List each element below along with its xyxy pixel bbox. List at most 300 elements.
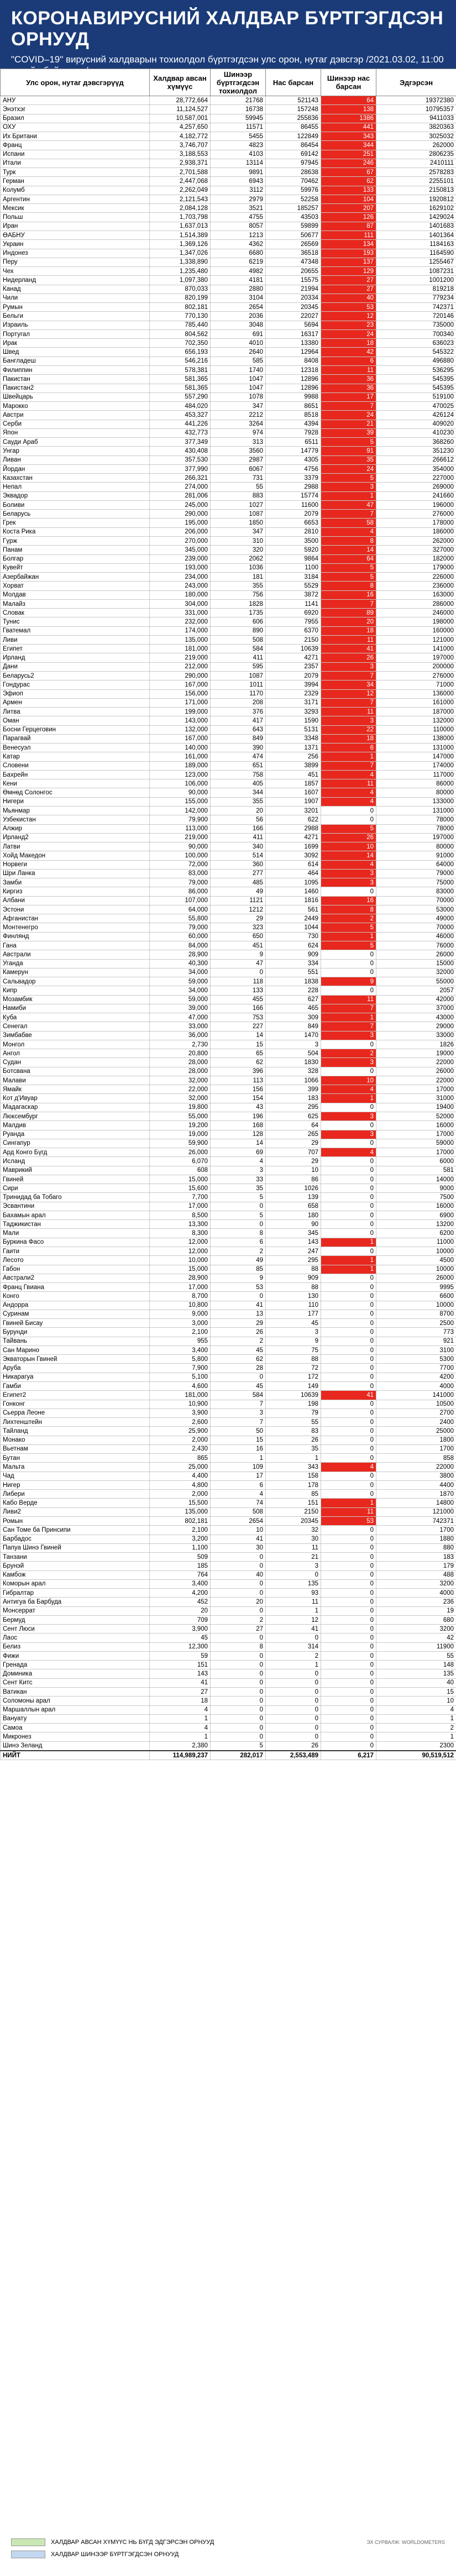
new-deaths: 36 [321, 375, 376, 384]
country-name: Дани [1, 662, 150, 671]
country-name: Индонез [1, 249, 150, 258]
table-row [1, 590, 456, 599]
new-deaths: 0 [321, 1741, 376, 1751]
new-cases: 15 [211, 1040, 266, 1049]
legend-swatch-green [11, 2538, 45, 2546]
col-header-deaths: Нас барсан [266, 69, 321, 96]
deaths: 135 [266, 1579, 321, 1588]
cases: 72,000 [150, 860, 211, 869]
table-body [1, 96, 456, 1751]
table-row [1, 411, 456, 420]
table-row [1, 464, 456, 473]
country-name: Испани [1, 150, 150, 159]
new-deaths: 0 [321, 1364, 376, 1373]
new-cases: 1 [211, 1454, 266, 1463]
table-row [1, 1085, 456, 1094]
new-deaths: 0 [321, 1355, 376, 1364]
deaths: 2810 [266, 527, 321, 536]
deaths: 11 [266, 1543, 321, 1552]
new-deaths: 0 [321, 1526, 376, 1535]
new-cases: 5 [211, 1193, 266, 1202]
recovered: 121000 [376, 635, 456, 644]
deaths: 1607 [266, 788, 321, 797]
country-name: Гондурас [1, 680, 150, 689]
new-cases: 411 [211, 653, 266, 662]
new-cases: 128 [211, 1130, 266, 1139]
deaths: 158 [266, 1472, 321, 1480]
recovered: 269000 [376, 483, 456, 491]
table-row [1, 537, 456, 546]
table-row [1, 573, 456, 582]
table-row [1, 1570, 456, 1579]
cases: 4,800 [150, 1480, 211, 1489]
new-deaths: 0 [321, 1490, 376, 1499]
table-row [1, 1319, 456, 1328]
country-name: Монако [1, 1436, 150, 1444]
table-row [1, 375, 456, 384]
recovered: 22000 [376, 1076, 456, 1085]
recovered: 37000 [376, 1004, 456, 1013]
cases: 59,000 [150, 995, 211, 1004]
table-row [1, 1013, 456, 1022]
new-deaths: 0 [321, 1714, 376, 1723]
new-deaths: 3 [321, 1031, 376, 1040]
new-deaths: 0 [321, 1480, 376, 1489]
table-row [1, 1688, 456, 1697]
cases: 608 [150, 1166, 211, 1175]
deaths: 2 [266, 1651, 321, 1660]
cases: 143,000 [150, 716, 211, 725]
deaths: 1 [266, 1454, 321, 1463]
new-deaths: 1386 [321, 114, 376, 123]
country-name: Монтенегро [1, 923, 150, 932]
new-deaths: 0 [321, 1418, 376, 1427]
recovered: 79000 [376, 869, 456, 878]
deaths: 6370 [266, 626, 321, 635]
new-cases: 41 [211, 1535, 266, 1543]
recovered: 773 [376, 1328, 456, 1337]
country-name: Суринам [1, 1310, 150, 1318]
country-name: Бермуд [1, 1615, 150, 1624]
new-cases: 8 [211, 1229, 266, 1238]
deaths: 15575 [266, 276, 321, 285]
table-row [1, 797, 456, 806]
cases: 11,124,527 [150, 105, 211, 114]
table-row [1, 860, 456, 869]
cases: 28,000 [150, 1067, 211, 1076]
new-deaths: 0 [321, 1705, 376, 1714]
country-name: Сан Марино [1, 1345, 150, 1354]
new-cases: 1170 [211, 689, 266, 698]
table-row [1, 1301, 456, 1310]
country-name: Кабо Верде [1, 1499, 150, 1507]
cases: 219,000 [150, 653, 211, 662]
recovered: 921 [376, 1337, 456, 1345]
cases: 2,701,588 [150, 168, 211, 177]
cases: 4,182,772 [150, 132, 211, 141]
country-name: Хорват [1, 582, 150, 590]
recovered: 16000 [376, 1202, 456, 1211]
country-name: АНУ [1, 96, 150, 105]
table-row [1, 141, 456, 150]
table-row [1, 1454, 456, 1463]
new-deaths: 137 [321, 258, 376, 266]
cases: 2,430 [150, 1444, 211, 1453]
cases: 3,900 [150, 1409, 211, 1417]
country-name: Таджикистан [1, 1220, 150, 1229]
recovered: 179 [376, 1562, 456, 1570]
deaths: 1470 [266, 1031, 321, 1040]
new-cases: 13114 [211, 159, 266, 167]
table-row [1, 186, 456, 195]
new-deaths: 1 [321, 1256, 376, 1265]
cases: 4 [150, 1724, 211, 1732]
recovered: 496880 [376, 357, 456, 365]
new-deaths: 24 [321, 411, 376, 420]
table-row [1, 1444, 456, 1453]
deaths: 35 [266, 1444, 321, 1453]
cases: 345,000 [150, 546, 211, 554]
table-row [1, 1148, 456, 1157]
recovered: 186000 [376, 527, 456, 536]
deaths: 627 [266, 995, 321, 1004]
table-row [1, 159, 456, 167]
country-name: Герман [1, 177, 150, 186]
deaths: 59899 [266, 222, 321, 231]
recovered: 236 [376, 1598, 456, 1606]
deaths: 614 [266, 860, 321, 869]
cases: 2,380 [150, 1741, 211, 1751]
country-name: Пакистан [1, 375, 150, 384]
recovered: 19400 [376, 1103, 456, 1112]
country-name: Андорра [1, 1301, 150, 1310]
deaths: 8408 [266, 357, 321, 365]
cases: 107,000 [150, 896, 211, 905]
deaths: 9 [266, 1337, 321, 1345]
new-cases: 16738 [211, 105, 266, 114]
table-row [1, 896, 456, 905]
new-deaths: 0 [321, 1562, 376, 1570]
table-row [1, 1741, 456, 1751]
table-row [1, 680, 456, 689]
table-row [1, 402, 456, 411]
new-deaths: 441 [321, 123, 376, 132]
deaths: 90 [266, 1220, 321, 1229]
table-row [1, 1427, 456, 1436]
country-name: Гватемал [1, 626, 150, 635]
recovered: 545395 [376, 384, 456, 392]
table-row [1, 1732, 456, 1741]
table-row [1, 752, 456, 761]
table-row [1, 1157, 456, 1166]
country-name: Нигери [1, 797, 150, 806]
recovered: 22000 [376, 1058, 456, 1067]
country-name: Мальта [1, 1463, 150, 1472]
new-deaths: 0 [321, 1579, 376, 1588]
recovered: 3100 [376, 1345, 456, 1354]
cases: 25,900 [150, 1427, 211, 1436]
deaths: 255836 [266, 114, 321, 123]
new-deaths: 17 [321, 392, 376, 401]
table-row [1, 1373, 456, 1381]
country-name: Чад [1, 1472, 150, 1480]
table-row [1, 365, 456, 374]
new-deaths: 0 [321, 1436, 376, 1444]
recovered: 10795357 [376, 105, 456, 114]
cases: 189,000 [150, 761, 211, 770]
table-row [1, 438, 456, 447]
cases: 802,181 [150, 303, 211, 312]
new-deaths: 1 [321, 932, 376, 941]
country-name: Малдив [1, 1121, 150, 1130]
recovered: 2578283 [376, 168, 456, 177]
new-cases: 45 [211, 1345, 266, 1354]
recovered: 4 [376, 1705, 456, 1714]
new-deaths: 0 [321, 1400, 376, 1409]
new-cases: 508 [211, 1507, 266, 1516]
deaths: 143 [266, 1238, 321, 1247]
new-cases: 355 [211, 582, 266, 590]
new-cases: 0 [211, 1651, 266, 1660]
country-name: Непал [1, 483, 150, 491]
table-row [1, 1507, 456, 1516]
deaths: 3500 [266, 537, 321, 546]
table-row [1, 1651, 456, 1660]
new-deaths: 6 [321, 744, 376, 752]
country-name: Франц [1, 141, 150, 150]
new-deaths: 0 [321, 1166, 376, 1175]
recovered: 17000 [376, 1148, 456, 1157]
cases: 28,000 [150, 1058, 211, 1067]
new-deaths: 1 [321, 1094, 376, 1103]
country-name: Малайз [1, 599, 150, 608]
new-cases: 69 [211, 1148, 266, 1157]
deaths: 3 [266, 1562, 321, 1570]
table-row [1, 645, 456, 653]
deaths: 12896 [266, 375, 321, 384]
deaths: 0 [266, 1570, 321, 1579]
cases: 15,000 [150, 1265, 211, 1274]
new-cases: 4181 [211, 276, 266, 285]
recovered: 3820363 [376, 123, 456, 132]
deaths: 2329 [266, 689, 321, 698]
new-deaths: 0 [321, 1202, 376, 1211]
recovered: 78000 [376, 815, 456, 824]
table-row [1, 833, 456, 842]
deaths: 12964 [266, 348, 321, 357]
deaths: 122849 [266, 132, 321, 141]
deaths: 2079 [266, 510, 321, 519]
new-cases: 0 [211, 1633, 266, 1642]
new-deaths: 26 [321, 653, 376, 662]
table-row [1, 1589, 456, 1598]
deaths: 0 [266, 1633, 321, 1642]
new-cases: 508 [211, 635, 266, 644]
country-name: Сальвадор [1, 977, 150, 986]
total-label: НИЙТ [1, 1751, 150, 1760]
new-deaths: 27 [321, 276, 376, 285]
recovered: 16000 [376, 1121, 456, 1130]
new-cases: 3112 [211, 186, 266, 195]
table-row [1, 1049, 456, 1058]
table-row [1, 977, 456, 986]
new-deaths: 0 [321, 1274, 376, 1282]
table-row [1, 824, 456, 833]
new-cases: 62 [211, 1355, 266, 1364]
country-name: Папуа Шинэ Гвиней [1, 1543, 150, 1552]
table-row [1, 1553, 456, 1562]
country-name: Бразил [1, 114, 150, 123]
new-deaths: 64 [321, 96, 376, 105]
recovered: 1001200 [376, 276, 456, 285]
deaths: 1838 [266, 977, 321, 986]
country-name: Франц Гвиана [1, 1283, 150, 1292]
country-name: Либери [1, 1490, 150, 1499]
table-row [1, 842, 456, 851]
country-name: Барбадос [1, 1535, 150, 1543]
new-cases: 691 [211, 329, 266, 338]
table-row [1, 617, 456, 626]
recovered: 133000 [376, 797, 456, 806]
new-cases: 347 [211, 402, 266, 411]
cases: 143 [150, 1669, 211, 1678]
deaths: 20345 [266, 1516, 321, 1525]
cases: 2,938,371 [150, 159, 211, 167]
new-deaths: 35 [321, 455, 376, 464]
new-deaths: 3 [321, 878, 376, 887]
new-cases: 0 [211, 1669, 266, 1678]
new-deaths: 0 [321, 1625, 376, 1633]
recovered: 141000 [376, 645, 456, 653]
table-row [1, 734, 456, 743]
new-cases: 196 [211, 1112, 266, 1121]
country-name: Зимбабве [1, 1031, 150, 1040]
country-name: Бурунди [1, 1328, 150, 1337]
cases: 18 [150, 1697, 211, 1705]
deaths: 658 [266, 1202, 321, 1211]
recovered: 29000 [376, 1022, 456, 1031]
cases: 19,200 [150, 1121, 211, 1130]
new-cases: 2 [211, 1615, 266, 1624]
deaths: 3092 [266, 851, 321, 860]
country-name: Вьетнам [1, 1444, 150, 1453]
recovered: 3800 [376, 1472, 456, 1480]
recovered: 858 [376, 1454, 456, 1463]
recovered: 2057 [376, 986, 456, 995]
cases: 357,530 [150, 455, 211, 464]
table-row [1, 1724, 456, 1732]
recovered: 545322 [376, 348, 456, 357]
total-recovered: 90,519,512 [376, 1751, 456, 1760]
cases: 452 [150, 1598, 211, 1606]
table-row [1, 609, 456, 617]
country-name: Египет [1, 645, 150, 653]
deaths: 198 [266, 1400, 321, 1409]
cases: 453,327 [150, 411, 211, 420]
new-deaths: 0 [321, 1570, 376, 1579]
cases: 19,800 [150, 1103, 211, 1112]
cases: 1,369,126 [150, 240, 211, 249]
new-deaths: 0 [321, 959, 376, 968]
new-deaths: 18 [321, 626, 376, 635]
country-name: Хойд Македон [1, 851, 150, 860]
new-deaths: 3 [321, 869, 376, 878]
cases: 135,000 [150, 635, 211, 644]
table-row [1, 231, 456, 239]
table-row [1, 932, 456, 941]
deaths: 0 [266, 1714, 321, 1723]
recovered: 735000 [376, 321, 456, 329]
deaths: 12 [266, 1615, 321, 1624]
deaths: 2988 [266, 824, 321, 833]
country-name: Ливи2 [1, 1507, 150, 1516]
recovered: 197000 [376, 833, 456, 842]
country-name: Австрали [1, 950, 150, 959]
deaths: 465 [266, 1004, 321, 1013]
cases: 155,000 [150, 797, 211, 806]
country-name: Ботсвана [1, 1067, 150, 1076]
new-cases: 376 [211, 708, 266, 716]
country-name: Исланд [1, 1157, 150, 1166]
new-deaths: 4 [321, 1085, 376, 1094]
table-row [1, 339, 456, 348]
cases: 90,000 [150, 842, 211, 851]
country-name: Никарагуа [1, 1373, 150, 1381]
cases: 185 [150, 1562, 211, 1570]
country-name: Лесото [1, 1256, 150, 1265]
cases: 55,000 [150, 1112, 211, 1121]
new-cases: 0 [211, 1724, 266, 1732]
recovered: 132000 [376, 716, 456, 725]
country-name: Польш [1, 213, 150, 222]
deaths: 157248 [266, 105, 321, 114]
recovered: 31000 [376, 1094, 456, 1103]
table-row [1, 1391, 456, 1400]
recovered: 426124 [376, 411, 456, 420]
deaths: 1141 [266, 599, 321, 608]
cases: 25,000 [150, 1463, 211, 1472]
table-row [1, 267, 456, 276]
table-row [1, 986, 456, 995]
cases: 22,000 [150, 1085, 211, 1094]
country-name: Финлянд [1, 932, 150, 941]
table-row [1, 204, 456, 213]
new-cases: 45 [211, 1381, 266, 1390]
table-row [1, 1238, 456, 1247]
cases: 2,100 [150, 1526, 211, 1535]
deaths: 22027 [266, 312, 321, 321]
cases: 3,746,707 [150, 141, 211, 150]
new-deaths: 0 [321, 1642, 376, 1651]
country-name: Гибралтар [1, 1589, 150, 1598]
table-row [1, 1067, 456, 1076]
cases: 40,300 [150, 959, 211, 968]
table-row [1, 1678, 456, 1687]
new-cases: 1828 [211, 599, 266, 608]
country-name: Австрали2 [1, 1274, 150, 1282]
new-cases: 26 [211, 1328, 266, 1337]
recovered: 25000 [376, 1427, 456, 1436]
cases: 142,000 [150, 806, 211, 815]
country-name: Казахстан [1, 474, 150, 483]
table-row [1, 1490, 456, 1499]
table-row [1, 285, 456, 294]
recovered: 163000 [376, 590, 456, 599]
recovered: 53000 [376, 905, 456, 914]
table-row [1, 510, 456, 519]
country-name: Япон [1, 428, 150, 437]
table-row [1, 222, 456, 231]
